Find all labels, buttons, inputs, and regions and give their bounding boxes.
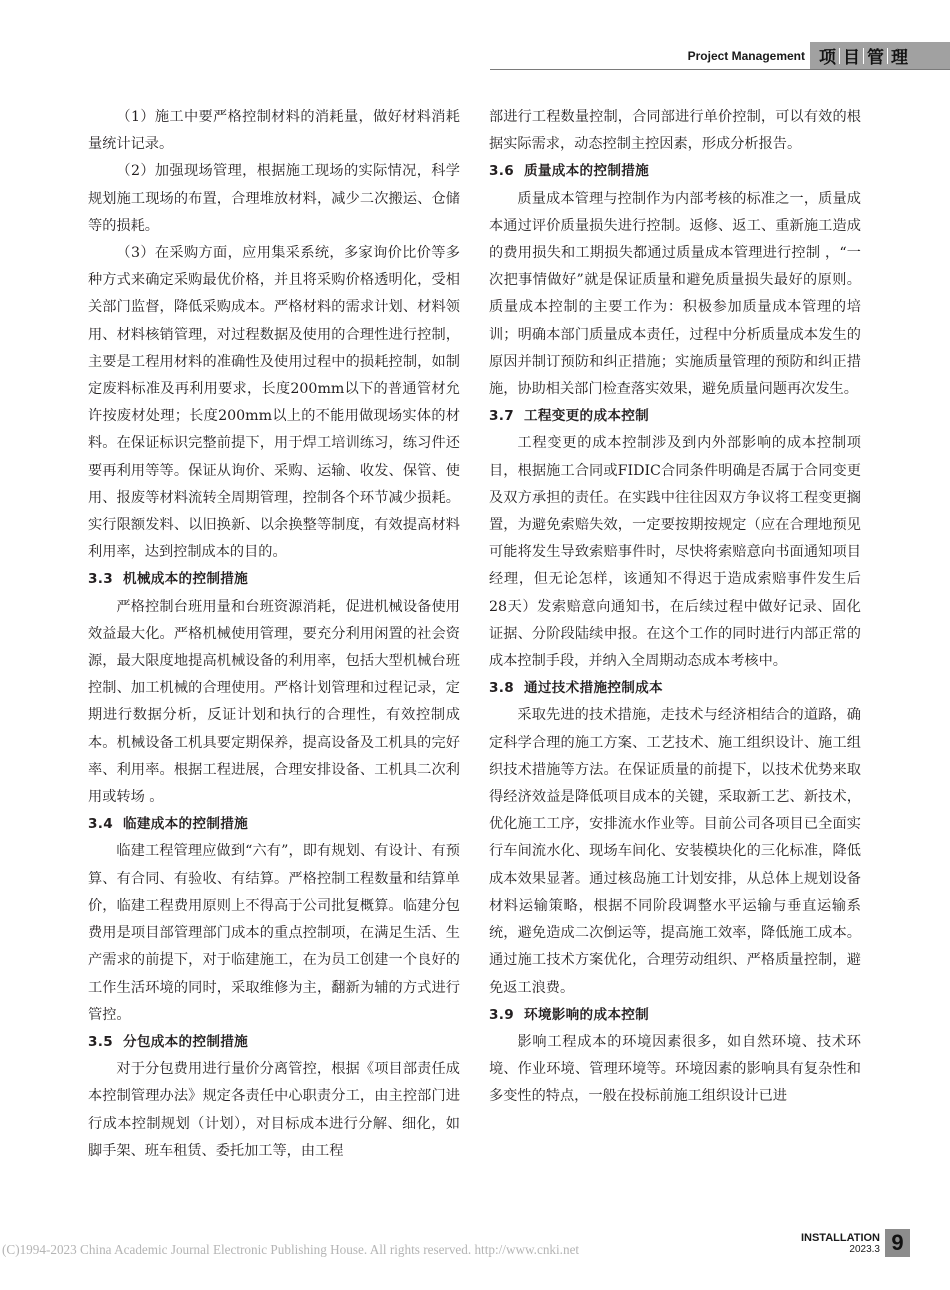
paragraph: 部进行工程数量控制，合同部进行单价控制，可以有效的根据实际需求，动态控制主控因素，形成分析报告。: [489, 109, 861, 153]
paragraph: （1）施工中要严格控制材料的消耗量，做好材料消耗量统计记录。: [88, 109, 460, 153]
left-column: [88, 104, 460, 1165]
header-cn-char: 目: [843, 48, 860, 68]
section-number: 3.3: [88, 571, 113, 588]
issue-number: 2023.3: [849, 1244, 880, 1255]
header-cn-char: 项: [819, 48, 836, 68]
header-section-cn: [810, 42, 950, 69]
paragraph: 工程变更的成本控制涉及到内外部影响的成本控制项目，根据施工合同或FIDIC合同条件明确是否属于合同变更及双方承担的责任。在实践中往往因双方争议将工程变更搁置，为避免索赔失效，一定要按期按规定（应在合理地预见可能将发生导致索赔事件时，尽快将索赔意向书面通知项目经理，但无论怎样，该通知不得迟于造成索赔事件发生后28天）发索赔意向通知书，在后续过程中做好记录、固化证据、分阶段陆续申报。在这个工作的同时进行内部正常的成本控制手段，并纳入全周期动态成本考核中。: [489, 435, 861, 670]
paragraph: 采取先进的技术措施，走技术与经济相结合的道路，确定科学合理的施工方案、工艺技术、施工组织设计、施工组织技术措施等方法。在保证质量的前提下，以技术优势来取得经济效益是降低项目成本的关键，采取新工艺、新技术，优化施工工序，安排流水作业等。目前公司各项目已全面实行车间流水化、现场车间化、安装模块化的三化标准，降低成本效果显著。通过核岛施工计划安排，从总体上规划设备材料运输策略，根据不同阶段调整水平运输与垂直运输系统，避免造成二次倒运等，提高施工效率，降低施工成本。通过施工技术方案优化，合理劳动组织、严格质量控制，避免返工浪费。: [489, 707, 861, 996]
section-heading-3-3: [88, 566, 460, 593]
copyright-watermark: (C)1994-2023 China Academic Journal Electronic Publishing House. All rights reserved. http://www.cnki.net: [2, 1242, 580, 1257]
paragraph: （3）在采购方面，应用集采系统，多家询价比价等多种方式来确定采购最优价格，并且将采购价格透明化，受相关部门监督，降低采购成本。严格材料的需求计划、材料领用、材料核销管理，对过程数据及使用的合理性进行控制，主要是工程用材料的准确性及使用过程中的损耗控制，如制定废料标准及再利用要求，长度200mm以下的普通管材允许按废材处理；长度200mm以上的不能用做现场实体的材料。在保证标识完整前提下，用于焊工培训练习，练习件还要再利用等等。保证从询价、采购、运输、收发、保管、使用、报废等材料流转全周期管理，控制各个环节减少损耗。实行限额发料、以旧换新、以余换整等制度，有效提高材料利用率，达到控制成本的目的。: [88, 245, 460, 561]
section-title: 质量成本的控制措施: [523, 163, 650, 180]
section-heading-3-7: [489, 403, 861, 430]
page-number: 9: [885, 1229, 910, 1257]
paragraph: （2）加强现场管理，根据施工现场的实际情况，科学规划施工现场的布置，合理堆放材料，减少二次搬运、仓储等的损耗。: [88, 163, 460, 234]
paragraph: 质量成本管理与控制作为内部考核的标准之一，质量成本通过评价质量损失进行控制。返修、返工、重新施工造成的费用损失和工期损失都通过质量成本管理进行控制 ，“一次把事情做好”就是保证质量和避免质量损失最好的原则。质量成本控制的主要工作为：积极参加质量成本管理的培训；明确本部门质量成本责任，过程中分析质量成本发生的原因并制订预防和纠正措施；实施质量管理的预防和纠正措施，协助相关部门检查落实效果，避免质量问题再次发生。: [489, 190, 861, 398]
header-rule: [490, 69, 950, 70]
right-column: [489, 104, 861, 1111]
paragraph: 影响工程成本的环境因素很多，如自然环境、技术环境、作业环境、管理环境等。环境因素的影响具有复杂性和多变性的特点，一般在投标前施工组织设计已进: [489, 1033, 861, 1105]
section-title: 机械成本的控制措施: [122, 571, 249, 588]
section-number: 3.8: [489, 680, 514, 697]
section-number: 3.5: [88, 1033, 113, 1050]
section-title: 通过技术措施控制成本: [523, 680, 663, 697]
section-heading-3-6: [489, 158, 861, 185]
header-section-en: Project Management: [687, 49, 805, 63]
section-title: 环境影响的成本控制: [523, 1006, 650, 1023]
section-heading-3-5: [88, 1029, 460, 1056]
section-number: 3.9: [489, 1006, 514, 1023]
section-title: 分包成本的控制措施: [122, 1033, 249, 1050]
paragraph: 严格控制台班用量和台班资源消耗，促进机械设备使用效益最大化。严格机械使用管理，要充分利用闲置的社会资源，最大限度地提高机械设备的利用率，包括大型机械台班控制、加工机械的合理使用。严格计划管理和过程记录，定期进行数据分析，反证计划和执行的合理性，有效控制成本。机械设备工机具要定期保养，提高设备及工机具的完好率、利用率。根据工程进展，合理安排设备、工机具二次利用或转场 。: [88, 598, 460, 806]
section-heading-3-8: [489, 675, 861, 702]
section-heading-3-4: [88, 811, 460, 838]
section-title: 工程变更的成本控制: [523, 408, 650, 425]
section-number: 3.6: [489, 163, 514, 180]
journal-brand: [801, 1232, 880, 1256]
paragraph: 临建工程管理应做到“六有”，即有规划、有设计、有预算、有合同、有验收、有结算。严格控制工程数量和结算单价，临建工程费用原则上不得高于公司批复概算。临建分包费用是项目部管理部门成本的重点控制项，在满足生活、生产需求的前提下，对于临建施工，在为员工创建一个良好的工作生活环境的同时，采取维修为主，翻新为辅的方式进行管控。: [88, 843, 460, 1023]
section-number: 3.7: [489, 408, 514, 425]
paragraph: 对于分包费用进行量价分离管控，根据《项目部责任成本控制管理办法》规定各责任中心职责分工，由主控部门进行成本控制规划（计划），对目标成本进行分解、细化，如脚手架、班车租赁、委托加工等，由工程: [88, 1061, 460, 1159]
section-heading-3-9: [489, 1002, 861, 1029]
journal-name: INSTALLATION: [800, 1232, 880, 1244]
header-cn-char: 理: [891, 48, 908, 68]
section-title: 临建成本的控制措施: [122, 816, 249, 833]
header-cn-char: 管: [867, 48, 884, 68]
running-header: [490, 40, 950, 68]
section-number: 3.4: [88, 816, 113, 833]
